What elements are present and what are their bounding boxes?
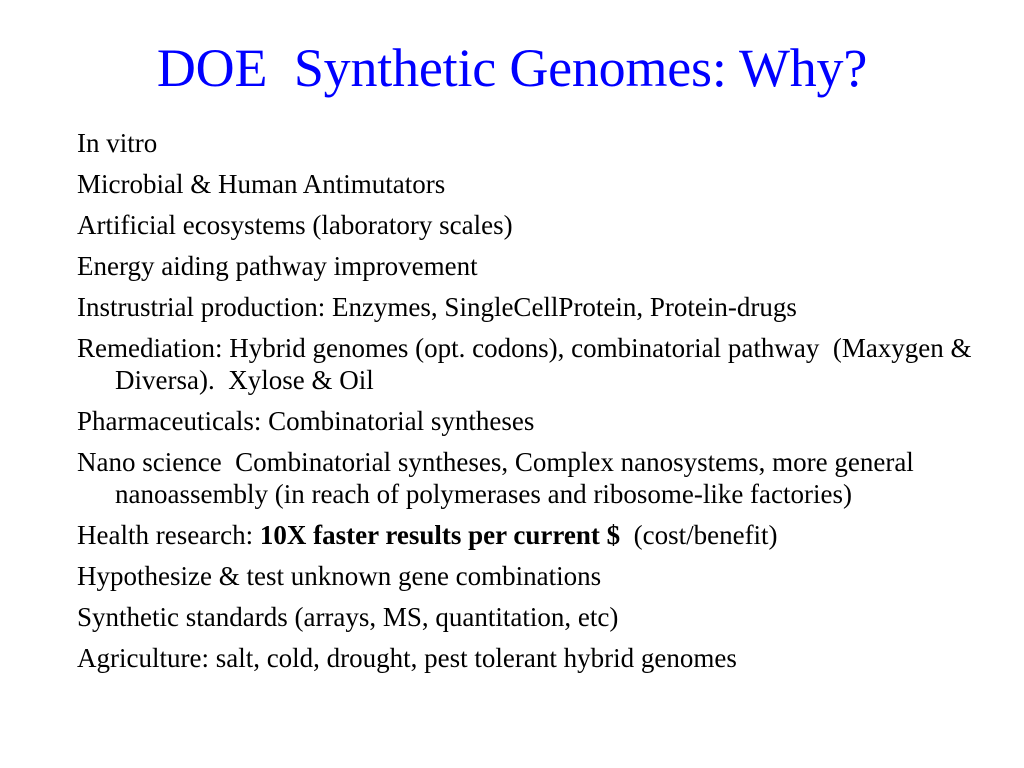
bullet-item-health-research [77, 519, 977, 551]
health-research-prefix: Health research: [77, 520, 260, 550]
bullet-item-gene-combinations: Hypothesize & test unknown gene combinations [77, 561, 602, 591]
bullet-list [77, 127, 977, 683]
bullet-item-synthetic-standards: Synthetic standards (arrays, MS, quantitation, etc) [77, 602, 619, 632]
health-research-suffix: (cost/benefit) [620, 520, 778, 550]
slide-title: DOE Synthetic Genomes: Why? [156, 38, 868, 98]
bullet-item-nano-science: Nano science Combinatorial syntheses, Complex nanosystems, more general nanoassembly (in reach of polymerases and ribosome-like factories) [77, 447, 921, 509]
bullet-item-agriculture: Agriculture: salt, cold, drought, pest tolerant hybrid genomes [77, 643, 737, 673]
bullet-item-energy-pathway: Energy aiding pathway improvement [77, 251, 478, 281]
bullet-item-remediation: Remediation: Hybrid genomes (opt. codons), combinatorial pathway (Maxygen & Diversa). Xylose & Oil [77, 333, 979, 395]
bullet-item-in-vitro: In vitro [77, 128, 158, 158]
bullet-item-antimutators: Microbial & Human Antimutators [77, 169, 446, 199]
bullet-item-industrial-production: Instrustrial production: Enzymes, SingleCellProtein, Protein-drugs [77, 292, 797, 322]
bullet-item-pharmaceuticals: Pharmaceuticals: Combinatorial syntheses [77, 406, 535, 436]
health-research-emphasis: 10X faster results per current $ [259, 520, 621, 550]
bullet-item-artificial-ecosystems: Artificial ecosystems (laboratory scales) [77, 210, 513, 240]
